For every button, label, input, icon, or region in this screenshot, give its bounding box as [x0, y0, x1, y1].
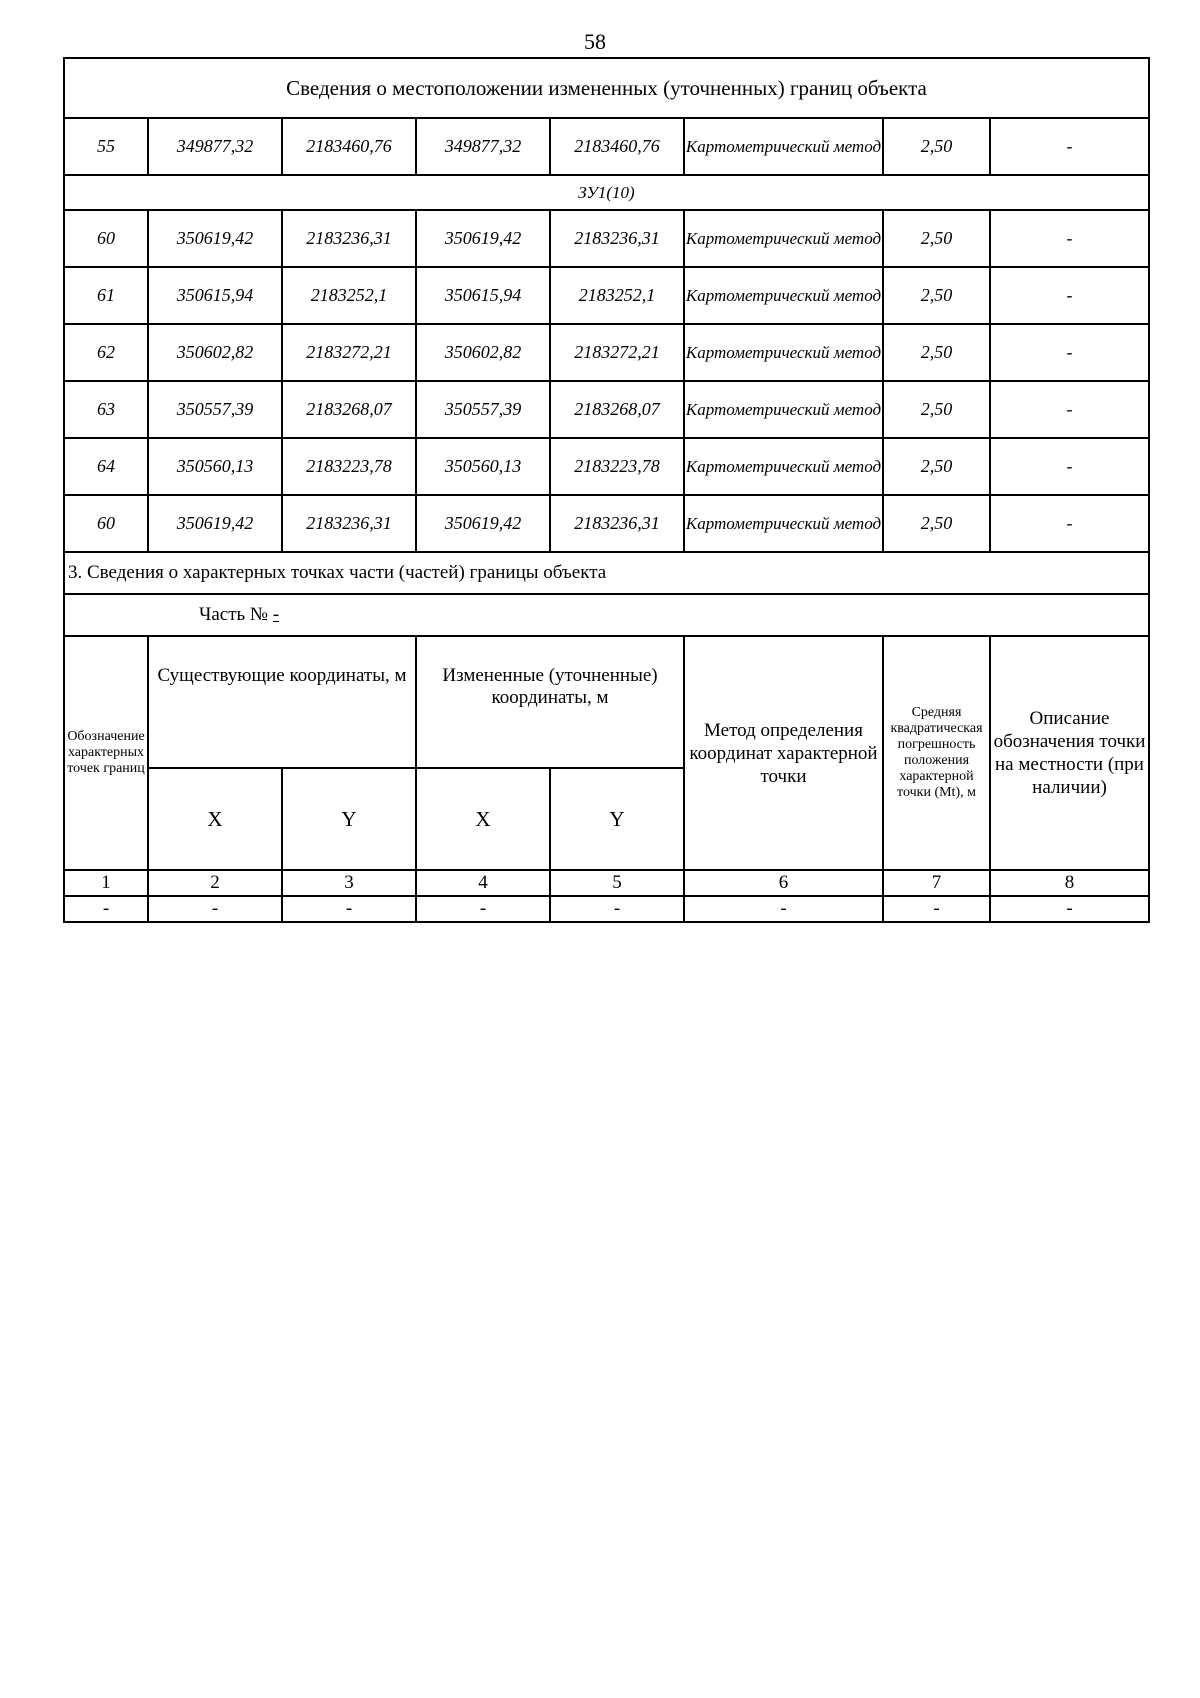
blank-cell: -	[148, 896, 282, 922]
changed-x-cell: 350602,82	[416, 324, 550, 381]
section3-title: 3. Сведения о характерных точках части (частей) границы объекта	[64, 552, 1149, 594]
existing-y-cell: 2183236,31	[282, 210, 416, 267]
subsection	[64, 175, 1149, 210]
header-method: Метод определения координат характерной точки	[684, 636, 883, 870]
header-existing-coords: Существующие координаты, м	[148, 636, 416, 768]
method-cell: Картометрический метод	[684, 438, 883, 495]
description-cell: -	[990, 381, 1149, 438]
header-accuracy: Средняя квадратическая погрешность положения характерной точки (Mt), м	[883, 636, 990, 870]
header-changed-coords: Измененные (уточненные) координаты, м	[416, 636, 684, 768]
description-cell: -	[990, 438, 1149, 495]
part-label: Часть №	[199, 604, 269, 625]
coordinate-row	[64, 495, 1149, 552]
changed-y-cell: 2183252,1	[550, 267, 684, 324]
changed-y-cell: 2183236,31	[550, 495, 684, 552]
existing-y-cell: 2183252,1	[282, 267, 416, 324]
existing-x-cell: 350619,42	[148, 210, 282, 267]
changed-x-cell: 350615,94	[416, 267, 550, 324]
coordinate-row	[64, 324, 1149, 381]
point-number-cell: 60	[64, 210, 148, 267]
coordinate-row	[64, 118, 1149, 175]
existing-x-cell: 349877,32	[148, 118, 282, 175]
section3-title-row	[64, 552, 1149, 594]
method-cell: Картометрический метод	[684, 118, 883, 175]
existing-y-cell: 2183223,78	[282, 438, 416, 495]
existing-y-cell: 2183268,07	[282, 381, 416, 438]
description-cell: -	[990, 118, 1149, 175]
method-cell: Картометрический метод	[684, 324, 883, 381]
boundary-table	[63, 57, 1150, 923]
existing-x-cell: 350619,42	[148, 495, 282, 552]
existing-x-cell: 350602,82	[148, 324, 282, 381]
column-number: 1	[64, 870, 148, 896]
existing-y-cell: 2183236,31	[282, 495, 416, 552]
header-changed-y: Y	[550, 768, 684, 870]
method-cell: Картометрический метод	[684, 381, 883, 438]
changed-x-cell: 350557,39	[416, 381, 550, 438]
changed-y-cell: 2183223,78	[550, 438, 684, 495]
column-number: 2	[148, 870, 282, 896]
point-number-cell: 63	[64, 381, 148, 438]
part-row	[64, 594, 1149, 636]
point-number-cell: 62	[64, 324, 148, 381]
table-title-row	[64, 58, 1149, 118]
accuracy-cell: 2,50	[883, 267, 990, 324]
description-cell: -	[990, 324, 1149, 381]
blank-cell: -	[64, 896, 148, 922]
column-number-row	[64, 870, 1149, 896]
column-number: 5	[550, 870, 684, 896]
accuracy-cell: 2,50	[883, 438, 990, 495]
table-title: Сведения о местоположении измененных (уточненных) границ объекта	[64, 58, 1149, 118]
subsection-row	[64, 175, 1149, 210]
changed-y-cell: 2183460,76	[550, 118, 684, 175]
blank-cell: -	[883, 896, 990, 922]
accuracy-cell: 2,50	[883, 324, 990, 381]
column-number: 3	[282, 870, 416, 896]
rows-before	[64, 118, 1149, 175]
method-cell: Картометрический метод	[684, 210, 883, 267]
header-changed-x: X	[416, 768, 550, 870]
existing-y-cell: 2183460,76	[282, 118, 416, 175]
coordinate-row	[64, 210, 1149, 267]
table-body	[64, 58, 1149, 118]
section3	[64, 552, 1149, 922]
existing-x-cell: 350557,39	[148, 381, 282, 438]
blank-data-row	[64, 896, 1149, 922]
column-number: 7	[883, 870, 990, 896]
column-number: 6	[684, 870, 883, 896]
existing-x-cell: 350615,94	[148, 267, 282, 324]
point-number-cell: 61	[64, 267, 148, 324]
part-cell	[64, 594, 1149, 636]
existing-x-cell: 350560,13	[148, 438, 282, 495]
point-number-cell: 64	[64, 438, 148, 495]
header-point-designation: Обозначение характерных точек границ	[64, 636, 148, 870]
column-number: 4	[416, 870, 550, 896]
column-number: 8	[990, 870, 1149, 896]
description-cell: -	[990, 210, 1149, 267]
accuracy-cell: 2,50	[883, 210, 990, 267]
blank-cell: -	[684, 896, 883, 922]
header-existing-y: Y	[282, 768, 416, 870]
coordinate-row	[64, 438, 1149, 495]
blank-cell: -	[990, 896, 1149, 922]
accuracy-cell: 2,50	[883, 381, 990, 438]
header-row-1	[64, 636, 1149, 768]
changed-y-cell: 2183272,21	[550, 324, 684, 381]
coordinate-row	[64, 267, 1149, 324]
header-existing-x: X	[148, 768, 282, 870]
blank-cell: -	[416, 896, 550, 922]
subsection-label: ЗУ1(10)	[64, 175, 1149, 210]
point-number-cell: 55	[64, 118, 148, 175]
page-number: 58	[584, 29, 606, 54]
changed-x-cell: 349877,32	[416, 118, 550, 175]
coordinate-row	[64, 381, 1149, 438]
accuracy-cell: 2,50	[883, 118, 990, 175]
changed-x-cell: 350619,42	[416, 495, 550, 552]
accuracy-cell: 2,50	[883, 495, 990, 552]
method-cell: Картометрический метод	[684, 495, 883, 552]
description-cell: -	[990, 495, 1149, 552]
header-description: Описание обозначения точки на местности (при наличии)	[990, 636, 1149, 870]
part-value: -	[272, 604, 280, 625]
blank-cell: -	[282, 896, 416, 922]
description-cell: -	[990, 267, 1149, 324]
method-cell: Картометрический метод	[684, 267, 883, 324]
existing-y-cell: 2183272,21	[282, 324, 416, 381]
point-number-cell: 60	[64, 495, 148, 552]
changed-x-cell: 350560,13	[416, 438, 550, 495]
rows-after	[64, 210, 1149, 552]
changed-y-cell: 2183236,31	[550, 210, 684, 267]
changed-x-cell: 350619,42	[416, 210, 550, 267]
changed-y-cell: 2183268,07	[550, 381, 684, 438]
blank-cell: -	[550, 896, 684, 922]
